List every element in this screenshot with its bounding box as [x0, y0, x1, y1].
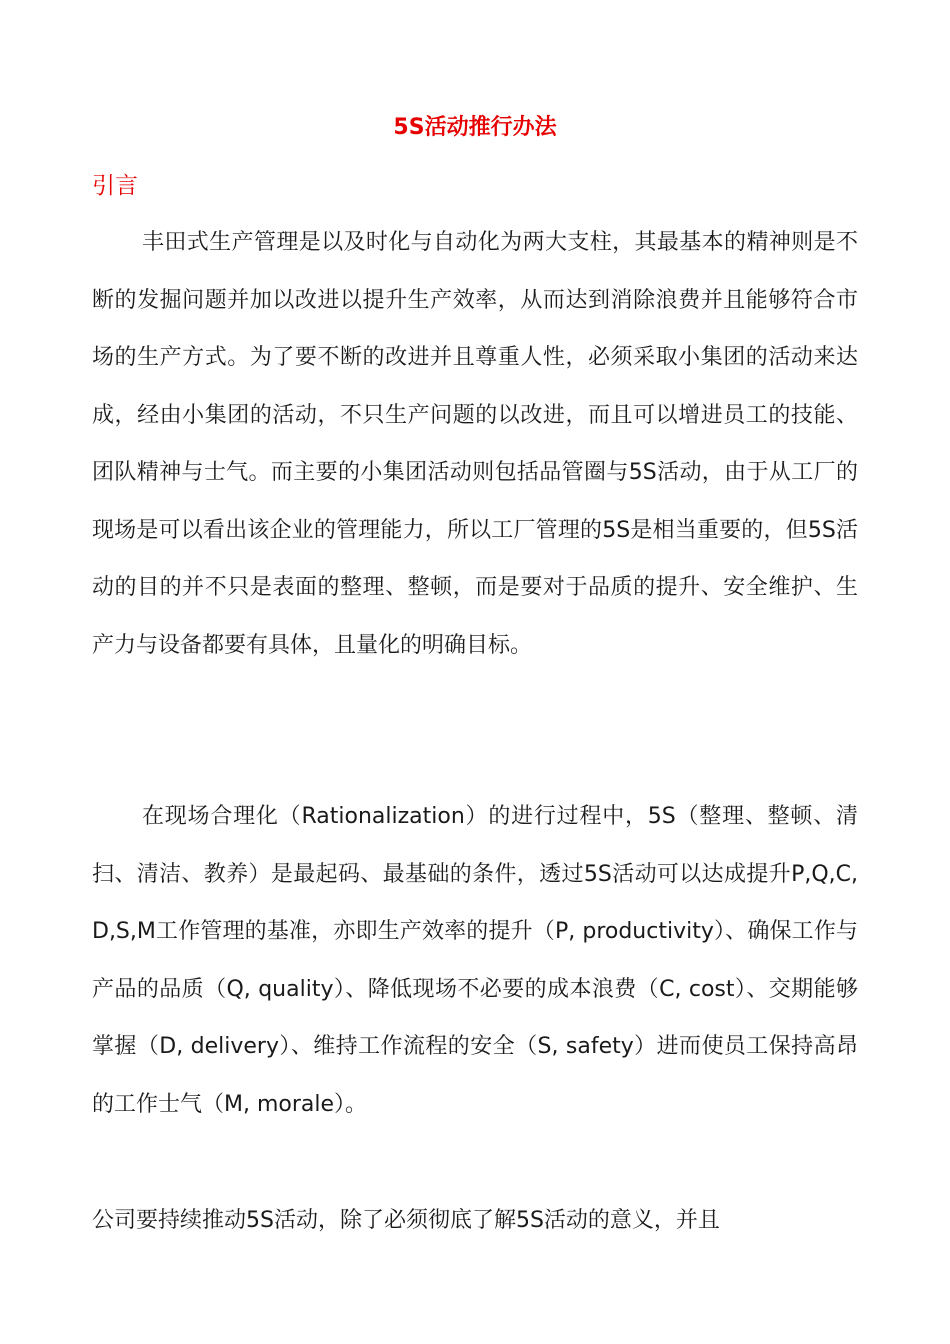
- paragraph-rationalization: 在现场合理化（Rationalization）的进行过程中，5S（整理、整顿、清扫、清洁、教养）是最起码、最基础的条件，透过5S活动可以达成提升P,Q,C,D,S,M工作管理的基准，亦即生产效率的提升（P, productivity）、确保工作与产品的品质（Q, quality）、降低现场不必要的成本浪费（C, cost）、交期能够掌握（D, delivery）、维持工作流程的安全（S, safety）进而使员工保持高昂的工作士气（M, morale）。: [92, 804, 858, 1117]
- section-heading: 引言: [92, 173, 138, 199]
- paragraph-intro: 丰田式生产管理是以及时化与自动化为两大支柱，其最基本的精神则是不断的发掘问题并加以改进以提升生产效率，从而达到消除浪费并且能够符合市场的生产方式。为了要不断的改进并且尊重人性，必须采取小集团的活动来达成，经由小集团的活动，不只生产问题的以改进，而且可以增进员工的技能、团队精神与士气。而主要的小集团活动则包括品管圈与5S活动，由于从工厂的现场是可以看出该企业的管理能力，所以工厂管理的5S是相当重要的，但5S活动的目的并不只是表面的整理、整顿，而是要对于品质的提升、安全维护、生产力与设备都要有具体，且量化的明确目标。: [92, 230, 858, 658]
- document-title: 5S活动推行办法: [393, 115, 557, 140]
- paragraph-continuation: 公司要持续推动5S活动，除了必须彻底了解5S活动的意义，并且: [92, 1208, 720, 1233]
